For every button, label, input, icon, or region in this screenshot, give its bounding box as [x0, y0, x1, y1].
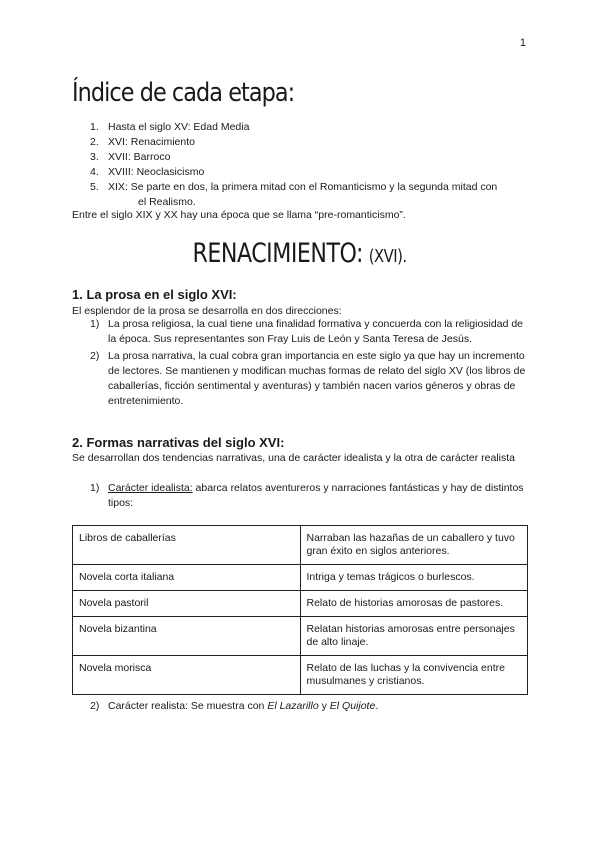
- stage-item: [0, 135, 528, 150]
- stages-note: Entre el siglo XIX y XX hay una época que se llama “pre-romanticismo”.: [72, 209, 406, 221]
- list-item: [0, 481, 528, 511]
- section1-list: [0, 317, 528, 409]
- genre-cell: Novela morisca: [73, 656, 301, 695]
- realista-text: [0, 700, 378, 712]
- description-cell: Relatan historias amorosas entre personajes de alto linaje.: [300, 617, 528, 656]
- table-row: [73, 656, 528, 695]
- section1-heading: 1. La prosa en el siglo XVI:: [72, 287, 237, 302]
- genre-cell: Novela pastoril: [73, 591, 301, 617]
- realista-item: [0, 700, 378, 712]
- section1-intro: El esplendor de la prosa se desarrolla en dos direcciones:: [72, 305, 342, 317]
- list-text: abarca relatos aventureros y narraciones fantásticas y hay de distintos tipos:: [108, 482, 524, 509]
- stage-text: XIX: Se parte en dos, la primera mitad con el Romanticismo y la segunda mitad con: [108, 181, 498, 193]
- work-title-lazarillo: El Lazarillo: [267, 700, 319, 712]
- table-row: [73, 565, 528, 591]
- list-number: 2): [90, 700, 100, 712]
- narrative-forms-table: [72, 525, 528, 695]
- description-cell: Narraban las hazañas de un caballero y tuvo gran éxito en siglos anteriores.: [300, 526, 528, 565]
- table-row: [73, 526, 528, 565]
- list-number: 1): [90, 482, 100, 494]
- list-number: 1): [90, 318, 100, 330]
- stage-item: [0, 120, 528, 135]
- renacimiento-title-inner: [193, 238, 407, 269]
- table-row: [73, 617, 528, 656]
- genre-cell: Libros de caballerías: [73, 526, 301, 565]
- stage-number: 5.: [90, 181, 99, 193]
- list-item: [0, 349, 528, 409]
- stage-item: [0, 165, 528, 180]
- idealista-label: Carácter idealista:: [108, 482, 193, 494]
- stage-text: XVIII: Neoclasicismo: [108, 166, 205, 178]
- page-number: 1: [519, 37, 526, 49]
- stage-item: [0, 180, 528, 195]
- realista-prefix: Carácter realista: Se muestra con: [108, 700, 268, 712]
- stage-number: 2.: [90, 136, 99, 148]
- list-number: 2): [90, 350, 100, 362]
- table-row: [73, 591, 528, 617]
- genre-cell: Novela bizantina: [73, 617, 301, 656]
- stage-list: [0, 120, 528, 210]
- stage-number: 1.: [90, 121, 99, 133]
- list-item: [0, 317, 528, 347]
- list-text: La prosa narrativa, la cual cobra gran importancia en este siglo ya que hay un incremento de lectores. Se mantienen y modifican muchas formas de relato del siglo XV (los libros de caballerías, ficción sentimental y aventuras) y también nacen varios géneros y obras de entretenimiento.: [108, 350, 526, 407]
- description-cell: Intriga y temas trágicos o burlescos.: [300, 565, 528, 591]
- section2-intro: Se desarrollan dos tendencias narrativas, una de carácter idealista y la otra de carácter realista: [72, 452, 515, 464]
- stage-text: XVI: Renacimiento: [108, 136, 195, 148]
- renacimiento-title: [0, 238, 600, 269]
- description-cell: Relato de historias amorosas de pastores.: [300, 591, 528, 617]
- section2-heading: 2. Formas narrativas del siglo XVI:: [72, 435, 285, 450]
- index-title: Índice de cada etapa:: [72, 78, 295, 108]
- list-text: La prosa religiosa, la cual tiene una finalidad formativa y concuerda con la religiosidad de la época. Sus representantes son Fray Luis de León y Santa Teresa de Jesús.: [108, 318, 524, 345]
- stage-text: XVII: Barroco: [108, 151, 171, 163]
- section2-list: [0, 481, 528, 511]
- stage-continuation: el Realismo.: [138, 196, 196, 208]
- stage-text: Hasta el siglo XV: Edad Media: [108, 121, 250, 133]
- stage-item: [0, 150, 528, 165]
- period: .: [375, 700, 379, 712]
- work-title-quijote: El Quijote: [329, 700, 376, 712]
- description-cell: Relato de las luchas y la convivencia entre musulmanes y cristianos.: [300, 656, 528, 695]
- stage-number: 3.: [90, 151, 99, 163]
- renacimiento-title-sub: (XVI).: [369, 246, 408, 267]
- conjunction: y: [318, 700, 330, 712]
- stage-number: 4.: [90, 166, 99, 178]
- renacimiento-title-main: RENACIMIENTO:: [192, 238, 364, 269]
- genre-cell: Novela corta italiana: [73, 565, 301, 591]
